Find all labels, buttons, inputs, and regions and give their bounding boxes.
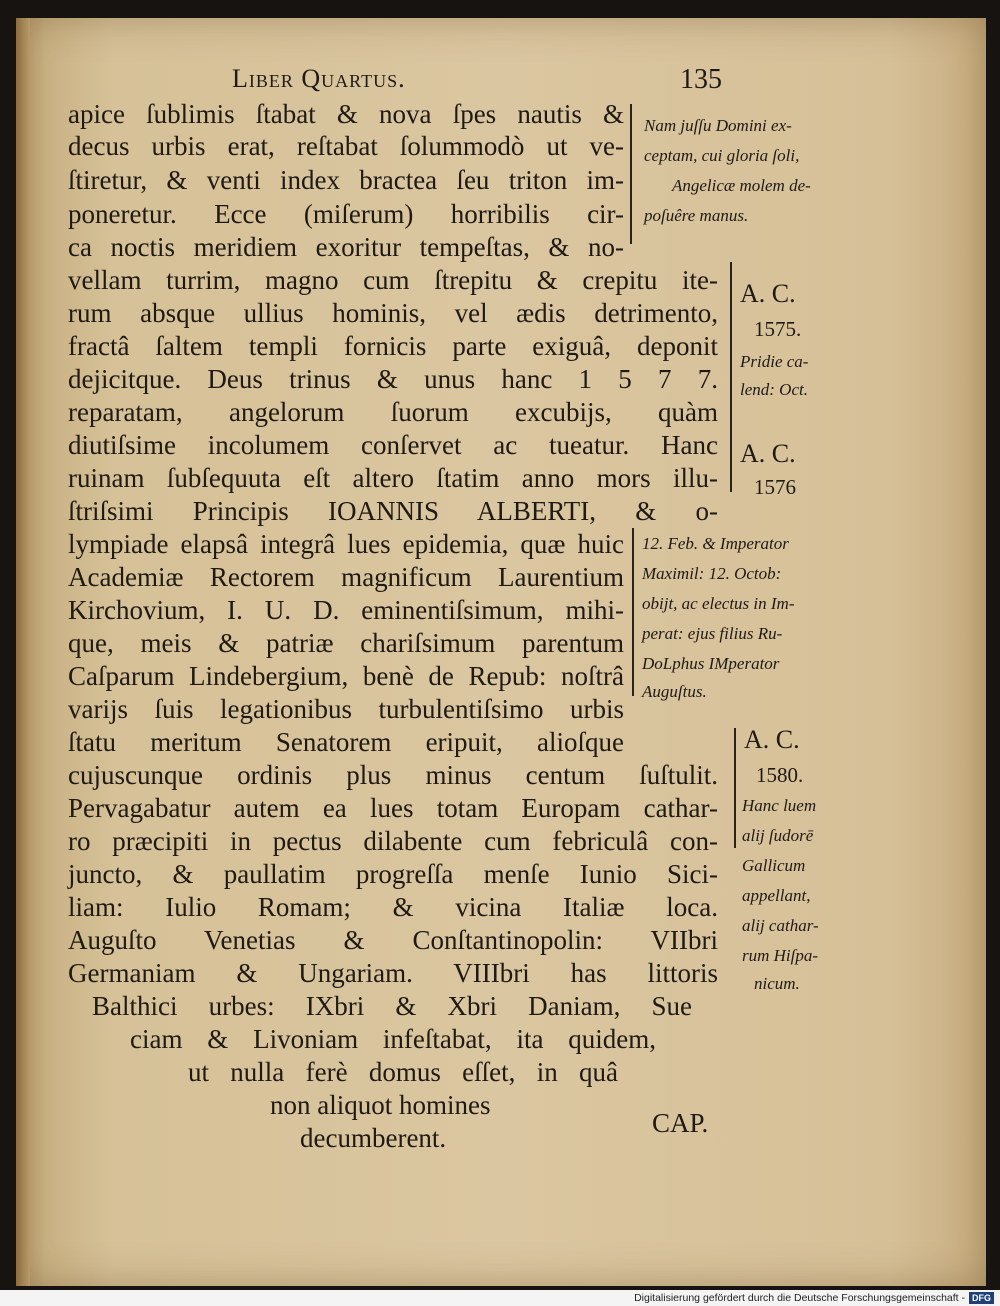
text-line: ca noctis meridiem exoritur tempeſtas, & no-: [68, 232, 624, 262]
note-line: Auguſtus.: [642, 682, 707, 701]
text-line: decus urbis erat, reſtabat ſolummodò ut ve-: [68, 131, 624, 161]
text-line: rum absque ullius hominis, vel ædis detrimento,: [68, 298, 718, 328]
text-line: ſtriſsimi Principis IOANNIS ALBERTI, & o-: [68, 496, 718, 526]
note-line: 1580.: [756, 763, 804, 787]
text-line: Kirchovium, I. U. D. eminentiſsimum, mihi-: [68, 595, 624, 625]
footer-credit: Digitalisierung gefördert durch die Deutsche Forschungsgemeinschaft -: [634, 1292, 965, 1305]
note-line: nicum.: [754, 974, 800, 993]
text-line: Germaniam & Ungariam. VIIIbri has littoris: [68, 958, 718, 988]
text-line: ciam & Livoniam infeſtabat, ita quidem,: [130, 1024, 656, 1054]
page-gutter: [16, 18, 30, 1286]
text-line: ſtatu meritum Senatorem eripuit, alioſque: [68, 727, 624, 757]
text-line: ro præcipiti in pectus dilabente cum febriculâ con-: [68, 826, 718, 856]
text-line: cujuscunque ordinis plus minus centum ſuſtulit.: [68, 760, 718, 790]
text-line: non aliquot homines: [270, 1090, 491, 1120]
text-line: fractâ ſaltem templi fornicis parte exiguâ, deponit: [68, 331, 718, 361]
text-line: que, meis & patriæ chariſsimum parentum: [68, 628, 624, 658]
page-number: 135: [680, 64, 722, 95]
dfg-logo: DFG: [969, 1292, 994, 1304]
running-title: Liber Quartus.: [232, 64, 406, 93]
note-line: A. C.: [744, 725, 800, 754]
text-line: juncto, & paullatim progreſſa menſe Iunio Sici-: [68, 859, 718, 889]
text-line: diutiſsime incolumem conſervet ac tueatur. Hanc: [68, 430, 718, 460]
text-line: decumberent.: [300, 1123, 447, 1153]
note-line: Pridie ca-: [740, 352, 809, 371]
text-line: dejicitque. Deus trinus & unus hanc 1 5 7 7.: [68, 364, 718, 394]
text-line: Academiæ Rectorem magnificum Laurentium: [68, 562, 624, 592]
note-line: 12. Feb. & Imperator: [642, 534, 789, 553]
text-line: Pervagabatur autem ea lues totam Europam cathar-: [68, 793, 718, 823]
note-line: alij ſudorē: [742, 826, 814, 845]
text-line: liam: Iulio Romam; & vicina Italiæ loca.: [68, 892, 718, 922]
note-line: Hanc luem: [742, 796, 817, 815]
text-line: Balthici urbes: IXbri & Xbri Daniam, Sue: [92, 991, 692, 1021]
note-line: lend: Oct.: [740, 380, 808, 399]
text-line: apice ſublimis ſtabat & nova ſpes nautis &: [68, 99, 624, 129]
margin-rule: [730, 262, 732, 492]
margin-rule: [632, 528, 634, 696]
text-line: poneretur. Ecce (miſerum) horribilis cir-: [68, 199, 624, 229]
note-line: 1576: [754, 475, 796, 499]
note-line: obijt, ac electus in Im-: [642, 594, 795, 613]
note-line: A. C.: [740, 279, 796, 308]
text-line: lympiade elapsâ integrâ lues epidemia, quæ huic: [68, 529, 624, 559]
text-line: Caſparum Lindebergium, benè de Repub: noſtrâ: [68, 661, 624, 691]
text-line: ſtiretur, & venti index bractea ſeu triton im-: [68, 165, 624, 195]
note-line: perat: ejus filius Ru-: [642, 624, 783, 643]
text-line: varijs ſuis legationibus turbulentiſsimo urbis: [68, 694, 624, 724]
text-line: reparatam, angelorum ſuorum excubijs, quàm: [68, 397, 718, 427]
margin-rule: [630, 104, 632, 244]
note-line: ceptam, cui gloria ſoli,: [644, 146, 800, 165]
note-line: DoLphus IMperator: [642, 654, 780, 673]
note-line: alij cathar-: [742, 916, 819, 935]
note-line: Maximil: 12. Octob:: [642, 564, 782, 583]
note-line: appellant,: [742, 886, 811, 905]
text-line: ut nulla ferè domus eſſet, in quâ: [188, 1057, 618, 1087]
text-line: vellam turrim, magno cum ſtrepitu & crepitu ite-: [68, 265, 718, 295]
note-line: Nam juſſu Domini ex-: [644, 116, 792, 135]
note-line: rum Hiſpa-: [742, 946, 819, 965]
catchword: CAP.: [652, 1108, 709, 1138]
note-line: 1575.: [754, 317, 802, 341]
note-line: A. C.: [740, 439, 796, 468]
margin-rule: [734, 728, 736, 848]
text-line: ruinam ſubſequuta eſt altero ſtatim anno mors illu-: [68, 463, 718, 493]
note-line: poſuêre manus.: [644, 206, 749, 225]
note-line: Angelicæ molem de-: [672, 176, 811, 195]
text-line: Auguſto Venetias & Conſtantinopolin: VIIbri: [68, 925, 718, 955]
note-line: Gallicum: [742, 856, 806, 875]
footer-bar: [0, 1290, 1000, 1306]
